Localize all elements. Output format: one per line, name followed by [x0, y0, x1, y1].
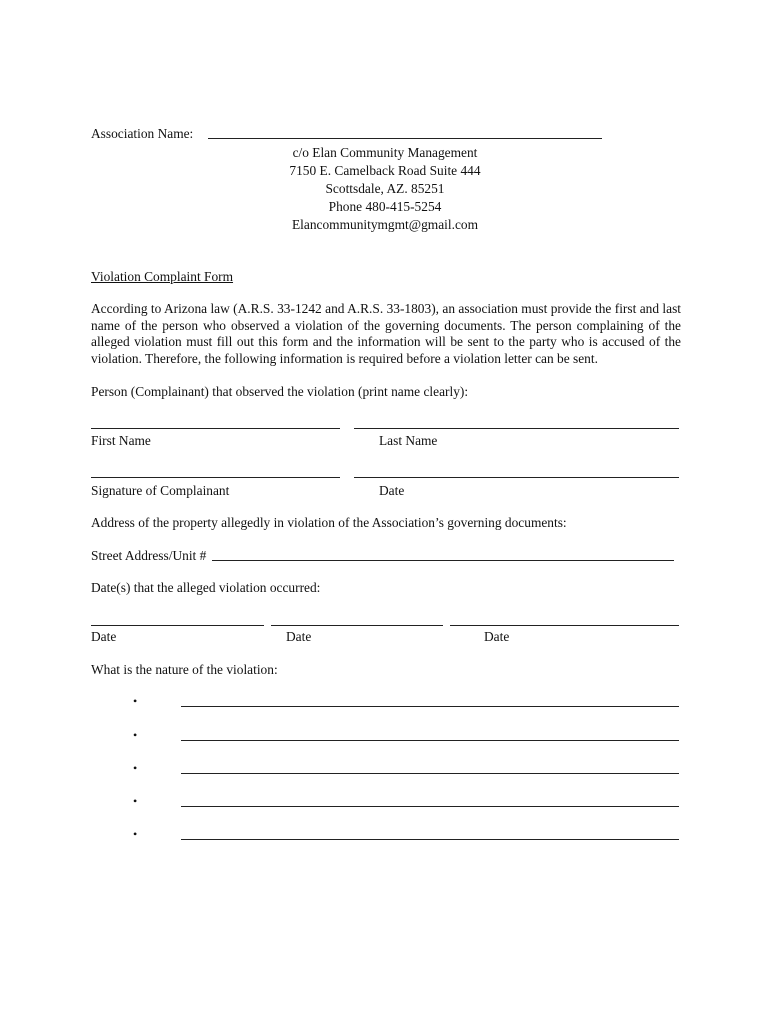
signature-label: Signature of Complainant — [91, 483, 230, 498]
nature-prompt: What is the nature of the violation: — [91, 662, 278, 677]
violation-line-4[interactable] — [181, 793, 679, 807]
dates-prompt: Date(s) that the alleged violation occurred: — [91, 580, 321, 595]
violation-date-label-2: Date — [286, 629, 312, 644]
first-name-field[interactable] — [91, 414, 340, 429]
form-title: Violation Complaint Form — [91, 269, 234, 284]
last-name-field[interactable] — [354, 414, 679, 429]
signature-date-label: Date — [379, 483, 405, 498]
address-line-1: c/o Elan Community Management — [292, 145, 478, 160]
phone-line: Phone 480-415-5254 — [328, 199, 442, 214]
violation-line-3[interactable] — [181, 760, 679, 774]
bullet-3: • — [133, 761, 138, 775]
first-name-label: First Name — [91, 433, 151, 448]
signature-date-field[interactable] — [354, 463, 679, 478]
association-name-field[interactable] — [208, 126, 602, 139]
violation-date-label-3: Date — [484, 629, 510, 644]
violation-date-field-1[interactable] — [91, 611, 264, 626]
violation-line-1[interactable] — [181, 693, 679, 707]
violation-date-field-3[interactable] — [450, 611, 679, 626]
violation-line-5[interactable] — [181, 826, 679, 840]
bullet-5: • — [133, 827, 138, 841]
address-line-3: Scottsdale, AZ. 85251 — [325, 181, 445, 196]
intro-paragraph: According to Arizona law (A.R.S. 33-1242 and A.R.S. 33-1803), an association must provide the first and last name of the person who observed a violation of the governing documents. The person complaining of the alleged violation must fill out this form and the information will be sent to the party who is accused of the violation. Therefore, the following information is required before a violation letter can be sent. — [91, 301, 681, 366]
association-name-label: Association Name: — [91, 126, 194, 141]
email-line: Elancommunitymgmt@gmail.com — [291, 217, 478, 232]
last-name-label: Last Name — [379, 433, 438, 448]
address-prompt: Address of the property allegedly in violation of the Association’s governing documents: — [91, 515, 567, 530]
bullet-1: • — [133, 694, 138, 708]
violation-line-2[interactable] — [181, 727, 679, 741]
bullet-2: • — [133, 728, 138, 742]
address-line-2: 7150 E. Camelback Road Suite 444 — [289, 163, 481, 178]
violation-date-label-1: Date — [91, 629, 117, 644]
complainant-prompt: Person (Complainant) that observed the violation (print name clearly): — [91, 384, 469, 399]
street-address-label: Street Address/Unit # — [91, 548, 207, 563]
street-address-field[interactable] — [212, 548, 674, 561]
signature-field[interactable] — [91, 463, 340, 478]
violation-date-field-2[interactable] — [271, 611, 443, 626]
bullet-4: • — [133, 794, 138, 808]
